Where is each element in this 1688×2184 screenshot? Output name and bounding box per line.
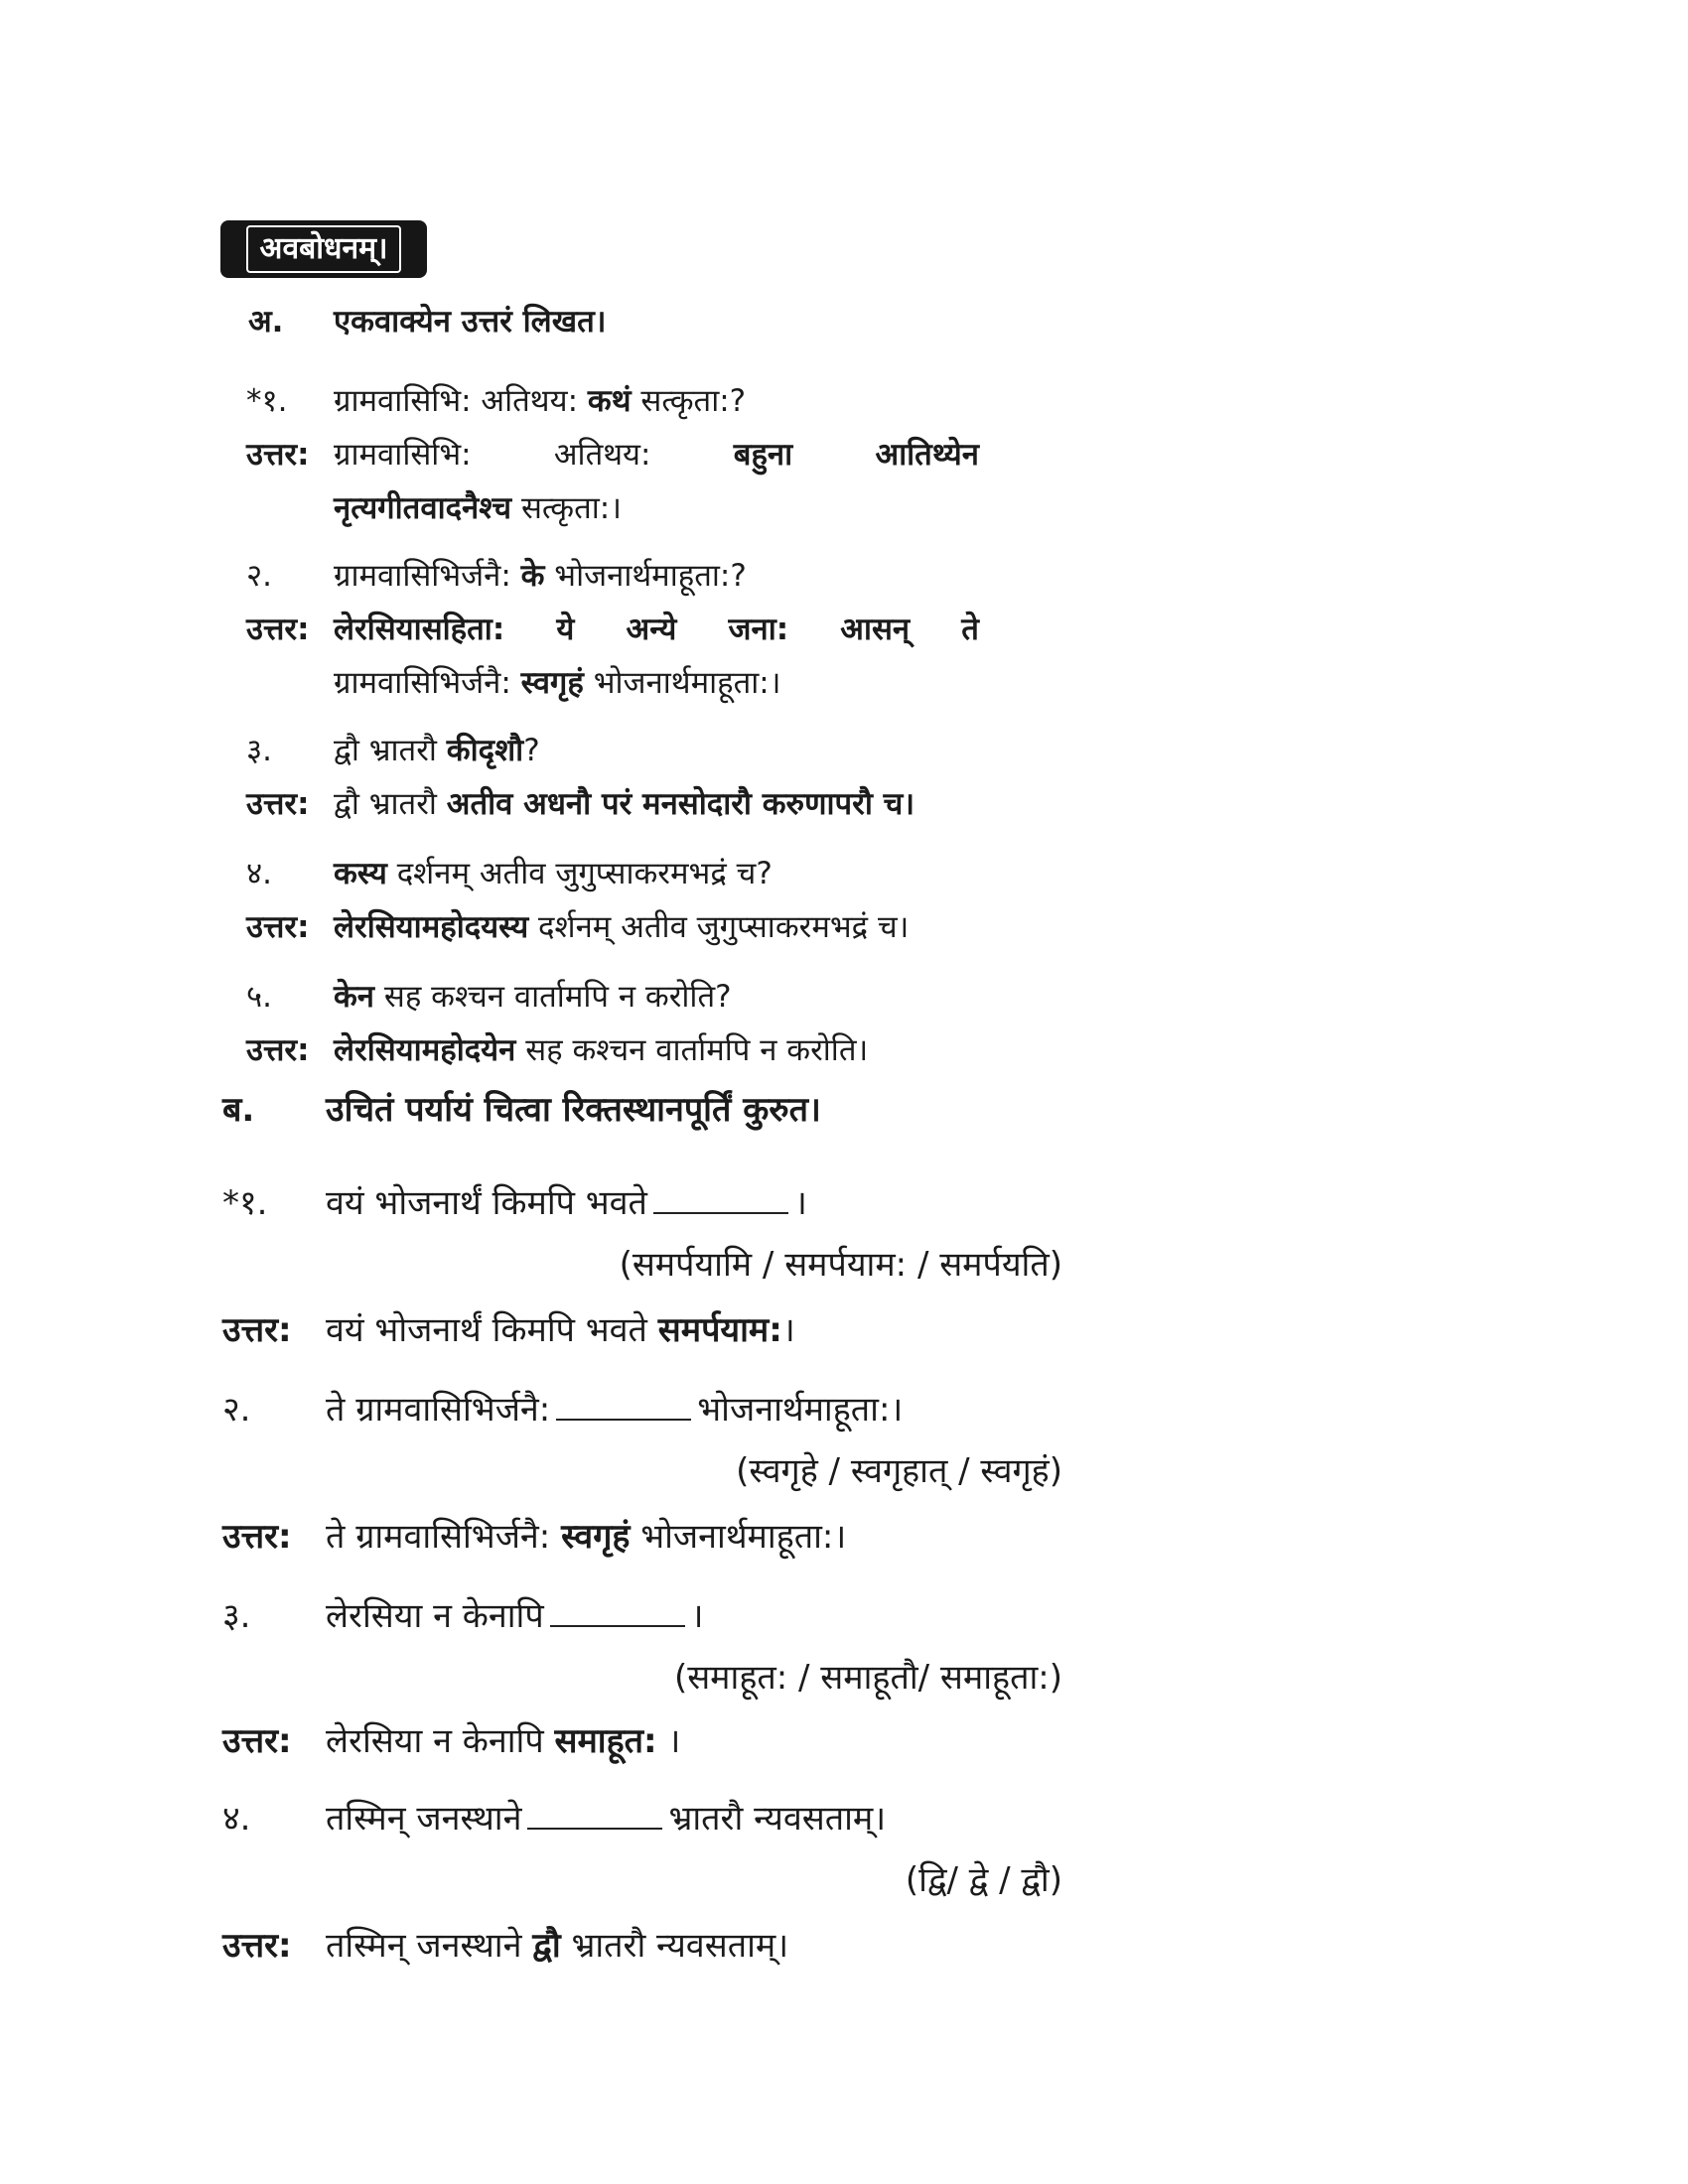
- answer-label: उत्तर:: [222, 1721, 292, 1761]
- answer-label: उत्तर:: [246, 909, 310, 945]
- part-a-heading: एकवाक्येन उत्तरं लिखत।: [334, 304, 607, 340]
- answer-text-cont: नृत्यगीतवादनैश्च सत्कृता:।: [334, 490, 623, 526]
- question-number: ५.: [246, 979, 272, 1015]
- answer-label: उत्तर:: [246, 1032, 310, 1068]
- question-text: तस्मिन् जनस्थाने भ्रातरौ न्यवसताम्।: [326, 1799, 887, 1839]
- part-b-heading: उचितं पर्यायं चित्वा रिक्तस्थानपूर्तिं कुरुत।: [326, 1090, 821, 1130]
- fill-blank: [653, 1182, 788, 1214]
- question-number: ४.: [246, 856, 272, 891]
- options-text: (द्वि/ द्वे / द्वौ): [905, 1860, 1062, 1900]
- question-text: ग्रामवासिभिर्जनै: के भोजनार्थमाहूता:?: [334, 558, 747, 594]
- question-number: ३.: [246, 733, 272, 768]
- answer-text: ते ग्रामवासिभिर्जनै: स्वगृहं भोजनार्थमाहूता:।: [326, 1517, 847, 1557]
- fill-blank: [527, 1798, 662, 1830]
- question-text: लेरसिया न केनापि ।: [326, 1596, 704, 1636]
- question-text: द्वौ भ्रातरौ कीदृशौ?: [334, 733, 540, 768]
- answer-text: वयं भोजनार्थं किमपि भवते समर्पयाम:।: [326, 1310, 795, 1350]
- answer-label: उत्तर:: [246, 437, 310, 473]
- answer-label: उत्तर:: [246, 612, 310, 647]
- answer-label: उत्तर:: [222, 1310, 292, 1350]
- question-number: २.: [246, 558, 272, 594]
- section-tag-label: अवबोधनम्।: [246, 225, 402, 273]
- question-text: कस्य दर्शनम् अतीव जुगुप्साकरमभद्रं च?: [334, 856, 773, 891]
- question-number: ३.: [222, 1596, 251, 1636]
- part-b-letter: ब.: [222, 1090, 255, 1130]
- question-text: वयं भोजनार्थं किमपि भवते ।: [326, 1183, 807, 1223]
- options-text: (समर्पयामि / समर्पयाम: / समर्पयति): [619, 1245, 1062, 1285]
- part-a-letter: अ.: [248, 304, 284, 340]
- options-text: (स्वगृहे / स्वगृहात् / स्वगृहं): [736, 1451, 1062, 1491]
- answer-text: ग्रामवासिभि: अतिथय: बहुना आतिथ्येन: [334, 437, 979, 473]
- answer-text: लेरसियामहोदयेन सह कश्चन वार्तामपि न करोति।: [334, 1032, 869, 1068]
- question-text: ते ग्रामवासिभिर्जनै: भोजनार्थमाहूता:।: [326, 1390, 904, 1430]
- answer-text: द्वौ भ्रातरौ अतीव अधनौ परं मनसोदारौ करुणापरौ च।: [334, 786, 915, 822]
- answer-label: उत्तर:: [222, 1926, 292, 1966]
- question-number: *१.: [246, 383, 288, 419]
- answer-text: लेरसियासहिता: ये अन्ये जना: आसन् ते: [334, 612, 979, 647]
- answer-text: लेरसिया न केनापि समाहूत: ।: [326, 1721, 681, 1761]
- question-number: *१.: [222, 1183, 268, 1223]
- answer-text-cont: ग्रामवासिभिर्जनै: स्वगृहं भोजनार्थमाहूता:।: [334, 665, 781, 701]
- answer-text: लेरसियामहोदयस्य दर्शनम् अतीव जुगुप्साकरमभद्रं च।: [334, 909, 910, 945]
- question-text: केन सह कश्चन वार्तामपि न करोति?: [334, 979, 732, 1015]
- answer-label: उत्तर:: [222, 1517, 292, 1557]
- question-number: ४.: [222, 1799, 251, 1839]
- fill-blank: [550, 1595, 685, 1627]
- fill-blank: [556, 1389, 691, 1421]
- question-number: २.: [222, 1390, 251, 1430]
- options-text: (समाहूत: / समाहूतौ/ समाहूता:): [673, 1658, 1062, 1698]
- answer-text: तस्मिन् जनस्थाने द्वौ भ्रातरौ न्यवसताम्।: [326, 1926, 789, 1966]
- section-tag: [220, 220, 427, 278]
- answer-label: उत्तर:: [246, 786, 310, 822]
- question-text: ग्रामवासिभि: अतिथय: कथं सत्कृता:?: [334, 383, 747, 419]
